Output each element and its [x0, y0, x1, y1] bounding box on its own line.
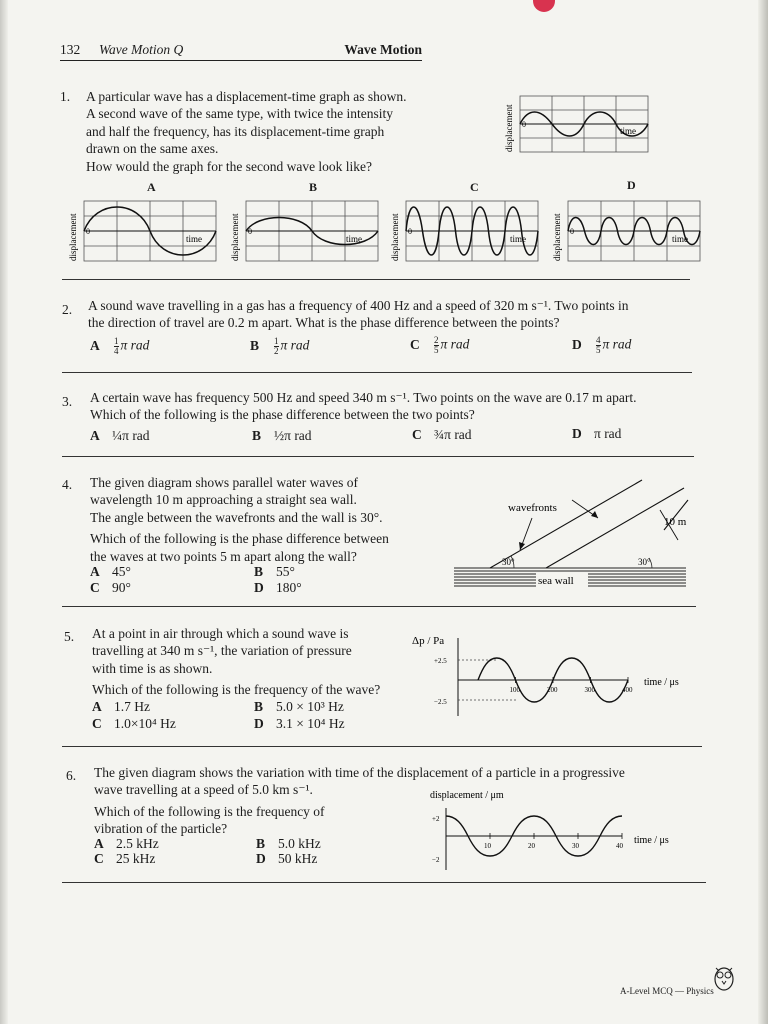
q1-graph-d-ylabel: displacement	[552, 213, 562, 261]
q2-option-b-letter: B	[250, 337, 260, 353]
q6-option-a-value: 2.5 kHz	[116, 836, 159, 851]
q1-line: and half the frequency, has its displacement-time graph	[86, 123, 385, 139]
q2-option-a-denominator: 4	[114, 346, 119, 356]
q5-option-c-value: 1.0×10⁴ Hz	[114, 716, 176, 731]
q6-chart-xtick-label: 30	[572, 842, 579, 850]
divider	[62, 882, 706, 883]
q6-option-a-letter: A	[94, 836, 104, 851]
q2-option-b-denominator: 2	[274, 346, 279, 356]
q2-option-c-value: π rad	[440, 336, 470, 352]
q6-option-d-letter: D	[256, 851, 266, 866]
q5-line: with time is as shown.	[92, 660, 213, 676]
page-header	[60, 42, 422, 61]
wavefront-line	[546, 488, 684, 568]
q1-graph-d-origin: 0	[570, 227, 574, 236]
q1-graph-a-ylabel: displacement	[68, 213, 78, 261]
wavefronts-label: wavefronts	[508, 502, 557, 514]
q2-text	[88, 297, 698, 332]
q2-option-a-letter: A	[90, 337, 100, 353]
q2-option-c	[410, 336, 469, 355]
q4-line: The angle between the wavefronts and the wall is 30°.	[90, 509, 383, 525]
wavelength-label: 10 m	[664, 516, 687, 528]
q6-chart-ytick-bottom: −2	[432, 856, 440, 864]
q1-option-letter-b: B	[309, 180, 318, 194]
q3-option-b-value: ½π rad	[274, 428, 312, 443]
q5-option-b-value: 5.0 × 10³ Hz	[276, 699, 344, 714]
q1-option-graph-d	[550, 195, 706, 267]
q4-line: wavelength 10 m approaching a straight sea wall.	[90, 492, 357, 508]
q1-option-graph-a	[66, 195, 222, 267]
owl-logo-icon	[712, 962, 736, 992]
q1-line: A second wave of the same type, with twice the intensity	[86, 106, 394, 122]
q6-line: The given diagram shows the variation with time of the displacement of a particle in a progressive	[94, 765, 625, 780]
q5-line: Which of the following is the frequency of the wave?	[92, 682, 381, 698]
q5-chart-xtick-label: 100	[509, 686, 520, 694]
q1-option-letter-a: A	[147, 180, 156, 194]
q1-ref-xlabel: time	[620, 126, 636, 136]
q6-chart-xtick-label: 20	[528, 842, 535, 850]
q5-chart-ylabel: Δp / Pa	[412, 635, 445, 647]
q2-line: A sound wave travelling in a gas has a frequency of 400 Hz and a speed of 320 m s⁻¹. Two points in	[88, 298, 629, 313]
q4-option-c	[90, 580, 131, 596]
q5-option-c-letter: C	[92, 716, 102, 731]
q6-option-d-value: 50 kHz	[278, 851, 318, 866]
q6-option-c-value: 25 kHz	[116, 851, 156, 866]
q3-text	[90, 389, 700, 424]
wavefront-line	[490, 480, 642, 568]
q5-text	[92, 625, 412, 699]
footer-label: A-Level MCQ — Physics	[620, 986, 714, 996]
q6-chart-ytick-top: +2	[432, 815, 440, 823]
q6-number: 6.	[66, 768, 77, 783]
angle-label-right: 30°	[638, 557, 651, 567]
q2-option-d-denominator: 5	[596, 345, 601, 355]
q2-option-d-numerator: 4	[596, 335, 601, 345]
q2-option-d-value: π rad	[602, 336, 632, 352]
divider	[62, 279, 690, 280]
q1-graph-a-origin: 0	[86, 227, 90, 236]
q3-option-d-letter: D	[572, 426, 582, 441]
page-number: 132	[60, 42, 81, 57]
q5-line: travelling at 340 m s⁻¹, the variation of pressure	[92, 643, 352, 659]
q5-option-a-letter: A	[92, 699, 102, 714]
q3-option-a	[90, 428, 150, 444]
q3-option-c-letter: C	[412, 427, 422, 442]
q4-line: the waves at two points 5 m apart along the wall?	[90, 548, 357, 564]
divider	[62, 372, 692, 373]
q2-option-c-denominator: 5	[434, 345, 439, 355]
q1-graph-c-xlabel: time	[510, 234, 526, 244]
q3-line: A certain wave has frequency 500 Hz and speed 340 m s⁻¹. Two points on the wave are 0.17 m apart.	[90, 390, 637, 405]
q4-option-d	[254, 580, 302, 596]
q4-option-b-value: 55°	[276, 564, 295, 579]
q3-number: 3.	[62, 394, 73, 409]
divider	[62, 456, 694, 457]
q5-number: 5.	[64, 629, 75, 644]
q4-option-d-value: 180°	[276, 580, 302, 595]
divider	[62, 746, 702, 747]
q4-option-b	[254, 564, 295, 580]
q5-chart-xtick-label: 300	[584, 686, 595, 694]
q3-option-b-letter: B	[252, 428, 262, 443]
q5-line: At a point in air through which a sound wave is	[92, 626, 349, 641]
q5-chart-ytick-bottom: −2.5	[434, 698, 447, 706]
q6-chart-xlabel: time / μs	[634, 835, 669, 846]
q1-option-letter-c: C	[470, 180, 479, 194]
sea-wall-label: sea wall	[538, 575, 574, 587]
q4-option-a-letter: A	[90, 564, 100, 579]
q5-chart-xtick-label: 200	[547, 686, 558, 694]
page-binding-edge	[0, 0, 8, 1024]
q4-line: The given diagram shows parallel water waves of	[90, 475, 359, 490]
q1-graph-d-xlabel: time	[672, 234, 688, 244]
q5-option-d-value: 3.1 × 10⁴ Hz	[276, 716, 345, 731]
q5-chart-xtick-label: 400	[622, 686, 633, 694]
q2-line: the direction of travel are 0.2 m apart. What is the phase difference between the points?	[88, 315, 560, 331]
chapter-title: Wave Motion	[344, 42, 422, 57]
q6-chart-ylabel: displacement / μm	[430, 790, 504, 801]
q1-graph-b-xlabel: time	[346, 234, 362, 244]
q1-option-graph-c	[388, 195, 544, 267]
q4-option-c-letter: C	[90, 580, 100, 595]
q6-option-b-value: 5.0 kHz	[278, 836, 321, 851]
q6-option-c	[94, 851, 155, 867]
q4-option-d-letter: D	[254, 580, 264, 595]
q2-option-c-letter: C	[410, 336, 420, 352]
q2-option-a	[90, 337, 149, 356]
q2-option-b	[250, 337, 309, 356]
q6-line: wave travelling at a speed of 5.0 km s⁻¹.	[94, 782, 313, 798]
q3-option-d	[572, 426, 621, 442]
q5-option-a-value: 1.7 Hz	[114, 699, 150, 714]
q6-option-d	[256, 851, 317, 867]
q6-line: vibration of the particle?	[94, 821, 228, 837]
q2-option-b-numerator: 1	[274, 336, 279, 346]
q1-line: A particular wave has a displacement-time graph as shown.	[86, 89, 407, 104]
q1-graph-b-origin: 0	[248, 227, 252, 236]
q4-option-a	[90, 564, 131, 580]
q2-option-a-numerator: 1	[114, 336, 119, 346]
angle-label-left: 30°	[502, 557, 515, 567]
q5-option-a	[92, 699, 150, 715]
running-title: Wave Motion Q	[99, 42, 184, 57]
q1-reference-graph	[502, 90, 654, 156]
q3-option-c	[412, 427, 472, 443]
q2-option-c-numerator: 2	[434, 335, 439, 345]
q4-text	[90, 474, 430, 565]
q6-option-b	[256, 836, 321, 852]
q5-chart-xlabel: time / μs	[644, 677, 679, 688]
q3-option-b	[252, 428, 312, 444]
q6-option-b-letter: B	[256, 836, 266, 851]
q2-option-a-value: π rad	[120, 337, 150, 353]
q5-option-c	[92, 716, 176, 732]
q1-graph-b-ylabel: displacement	[230, 213, 240, 261]
q1-option-graph-b	[228, 195, 384, 267]
q1-graph-c-origin: 0	[408, 227, 412, 236]
q3-line: Which of the following is the phase difference between the two points?	[90, 407, 475, 423]
q4-sea-wall-diagram	[452, 474, 702, 598]
q3-option-d-value: π rad	[594, 426, 622, 441]
q4-line: Which of the following is the phase difference between	[90, 531, 389, 547]
q5-option-d-letter: D	[254, 716, 264, 731]
q4-option-a-value: 45°	[112, 564, 131, 579]
q1-ref-ylabel: displacement	[504, 104, 514, 152]
q6-chart-xtick-label: 10	[484, 842, 491, 850]
q2-option-d-letter: D	[572, 336, 582, 352]
q3-option-c-value: ¾π rad	[434, 427, 472, 442]
q1-line: drawn on the same axes.	[86, 141, 219, 157]
q2-option-d	[572, 336, 631, 355]
q6-option-a	[94, 836, 159, 852]
q4-number: 4.	[62, 477, 73, 492]
q5-option-b	[254, 699, 344, 715]
q1-text	[86, 88, 486, 175]
page-outer-edge	[758, 0, 768, 1024]
divider	[62, 606, 696, 607]
q5-chart-ytick-top: +2.5	[434, 657, 447, 665]
q1-number: 1.	[60, 89, 71, 104]
q3-option-a-value: ¼π rad	[112, 428, 150, 443]
q4-option-b-letter: B	[254, 564, 264, 579]
q5-pressure-chart	[404, 630, 704, 720]
q5-option-b-letter: B	[254, 699, 264, 714]
q6-line: Which of the following is the frequency of	[94, 803, 325, 819]
q1-graph-c-ylabel: displacement	[390, 213, 400, 261]
q1-ref-origin: 0	[522, 120, 526, 129]
q1-option-letter-d: D	[627, 178, 636, 192]
q5-option-d	[254, 716, 345, 732]
q1-graph-a-xlabel: time	[186, 234, 202, 244]
q6-chart-xtick-label: 40	[616, 842, 623, 850]
q2-number: 2.	[62, 302, 73, 317]
q3-option-a-letter: A	[90, 428, 100, 443]
q4-option-c-value: 90°	[112, 580, 131, 595]
ink-blot	[533, 0, 555, 12]
q6-option-c-letter: C	[94, 851, 104, 866]
q6-displacement-chart	[420, 786, 700, 876]
q1-line: How would the graph for the second wave look like?	[86, 158, 373, 174]
q2-option-b-value: π rad	[280, 337, 310, 353]
